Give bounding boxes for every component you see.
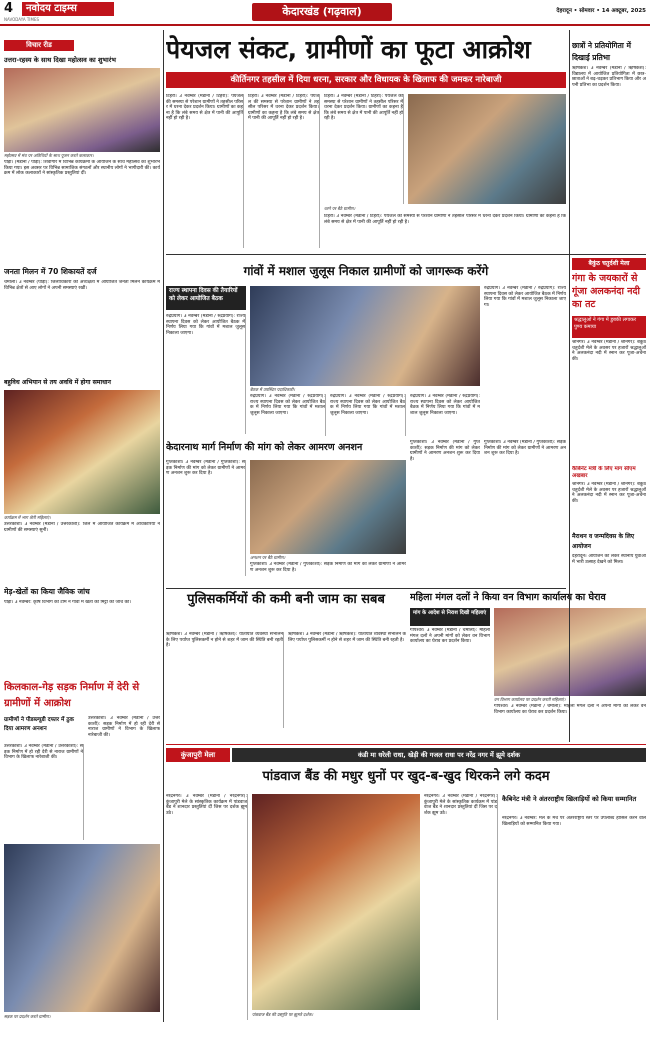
main-headline-text: पेयजल संकट, ग्रामीणों का फूटा आक्रोश [166,35,531,64]
ganga-box2-headline: मैराथन व जन्मदिवस के लिए आयोजन [572,533,635,550]
kunjapuri-headline: पांडवाज बैंड की मधुर धुनों पर खुद-ब-खुद थिरकने लगे कदम [262,769,550,784]
kunjapuri-caption: पांडवाज बैंड की प्रस्तुति पर झूमते दर्शक। [252,1012,314,1017]
torch-body-col3: रुद्रप्रयाग। 3 नवम्बर (मडाना / रुद्रप्रयाग): राज्य स्थापना दिवस को लेकर आयोजित बैठक में निर्णय लिया गया कि गांवों में मशाल जुलूस निकाला जाएगा। [330,394,406,436]
police-headline: पुलिसकर्मियों की कमी बनी जाम का सबब [187,592,385,607]
vichar-headline: उत्तरा-रहस्य के साथ दिखा महोत्सव का शुभारंभ [4,56,116,64]
vichar-body: पौड़ी। (मडाना / पौड़ी): शिवगिरि में विभिन्न कार्यक्रमों के आयोजन के साथ महोत्सव का शुभारंभ किया गया। इस अवसर पर विभिन्न सामाजिक संगठनों और स्थानीय लोगों ने भागीदारी की। कार्यक्रम में लोक कलाकारों ने सांस्कृतिक प्रस्तुतियां दीं। [4,160,160,177]
story3-caption: कार्यक्रम में भाग लेती महिलाएं। [4,515,51,520]
section-banner: केदारखंड (गढ़वाल) [252,3,392,21]
vichar-kicker: विचार रीड [4,40,74,51]
fast-photo [250,460,406,554]
forest-body-col1: गोपेश्वर। 3 नवम्बर (मडाना / चमोली): महिला मंगल दलों ने अपनी मांगों को लेकर वन विभाग कार्यालय का घेराव कर प्रदर्शन किया। [410,628,490,645]
kunjapuri-side-body: नरेंद्रनगर। 3 नवम्बर: मेले के मंच पर अंतरराष्ट्रीय स्तर पर उपलब्धि हासिल करने वाले खिलाड़ियों को सम्मानित किया गया। [502,816,646,827]
forest-headline: महिला मंगल दलों ने किया वन विभाग कार्यालय का घेराव [410,592,606,603]
right-top-headline: छात्रों ने प्रतियोगिता में दिखाई प्रतिभा [572,41,631,62]
road-headline: किलकाल-गेड़ सड़क निर्माण में देरी से ग्रामीणों में आक्रोश [4,682,140,709]
vichar-photo [4,68,160,152]
road-kicker: ग्रामीणों ने पीडब्ल्यूडी दफ्तर में ठुक दिया आमरण अनशन [4,717,74,732]
torch-body-col1: रुद्रप्रयाग। 3 नवम्बर (मडाना / रुद्रप्रयाग): राज्य स्थापना दिवस को लेकर आयोजित बैठक में निर्णय लिया गया कि गांवों में मशाल जुलूस निकाला जाएगा। [166,314,246,434]
main-photo [408,94,566,204]
right-top-body: ऋषिकेश। 3 नवम्बर (मडाना / ऋषिकेश): विद्यालय में आयोजित प्रतियोगिता में छात्र-छात्राओं ने बढ़-चढ़कर प्रतिभाग किया और अपनी प्रतिभा का प्रदर्शन किया। [572,66,646,88]
torch-kicker: राज्य स्थापना दिवस की तैयारियों को लेकर आयोजित बैठक [166,286,246,310]
main-body-col2: टिहरी। 3 नवम्बर (मडाना / टिहरी): पेयजल की समस्या से परेशान ग्रामीणों ने तहसील परिसर में धरना देकर प्रदर्शन किया। ग्रामीणों का कहना है कि लंबे समय से क्षेत्र में पानी की आपूर्ति नहीं हो रही है। [248,94,320,248]
fast-body-col2: गुप्तकाशी। 3 नवम्बर (मडाना / गुप्तकाशी): सड़क निर्माण की मांग को लेकर ग्रामीणों ने आमरण अनशन शुरू कर दिया है। [250,562,406,573]
fast-headline: केदारनाथ मार्ग निर्माण की मांग को लेकर आमरण अनशन [166,442,363,453]
road-photo [4,844,160,1012]
road-body-col1: उत्तरकाशी। 3 नवम्बर (मडाना / उत्तरकाशी): सड़क निर्माण में हो रही देरी से नाराज ग्रामीणों ने विभाग के खिलाफ नारेबाजी की। [4,744,84,840]
ration-body: पौड़ी। 3 नवम्बर: कृषि विभाग की टीम ने गांवों में खेतों की मिट्टी की जांच की। [4,600,131,605]
ration-headline: मेड़-खेतों का किया जैविक जांच [4,587,90,596]
police-body-col2: ऋषिकेश। 3 नवम्बर (मडाना / ऋषिकेश): यातायात व्यवस्था संभालने के लिए पर्याप्त पुलिसकर्मी न होने से शहर में जाम की स्थिति बनी रहती है। [288,632,406,643]
row-rule-1 [166,254,646,255]
story2-body: चमोली। 3 नवम्बर (पौड़ी): जिलाधिकारी की अध्यक्षता में आयोजित जनता मिलन कार्यक्रम में विभिन्न क्षेत्रों से आए लोगों ने अपनी समस्याएं रखीं। [4,280,160,291]
dateline: देहरादून • सोमवार • 14 अक्टूबर, 2025 [556,8,646,14]
column-rule-right [569,30,570,742]
ganga-box2-body: देहरादून। आयोजन को लेकर स्थानीय युवाओं में भारी उत्साह देखने को मिला। [572,554,646,565]
main-headline [166,30,566,70]
kunjapuri-ribbon: कंडी मा धरेली राधा, खेड़ी की गजल राधा पर नरेंद्र नगर में झूमे दर्शक [232,748,646,762]
kunjapuri-body-col2: नरेंद्रनगर। 3 नवम्बर (मडाना / नरेंद्रनगर): कुंजापुरी मेले के सांस्कृतिक कार्यक्रम में पांडवाज बैंड ने शानदार प्रस्तुतियां दीं जिस पर दर्शक झूम उठे। [424,794,498,1020]
page-number: 4 [4,2,14,16]
road-caption: सड़क पर प्रदर्शन करते ग्रामीण। [4,1014,51,1019]
road-body-col2: उत्तरकाशी। 3 नवम्बर (मडाना / उत्तरकाशी): सड़क निर्माण में हो रही देरी से नाराज ग्रामीणों ने विभाग के खिलाफ नारेबाजी की। [88,716,160,738]
forest-caption: वन विभाग कार्यालय पर प्रदर्शन करती महिलाएं। [494,697,566,702]
story3-photo [4,390,160,514]
torch-caption: बैठक में उपस्थित पदाधिकारी। [250,387,295,392]
column-rule-left [163,30,164,1022]
main-caption: धरने पर बैठे ग्रामीण। [324,206,356,211]
story3-body: उत्तरकाशी। 3 नवम्बर (मडाना / उत्तरकाशी): जिले में आयोजित कार्यक्रम में अधिकारियों ने ग्रामीणों की समस्याएं सुनीं। [4,522,160,533]
ganga-subkicker: श्रद्धालुओं ने गंगा में डुबकी लगाकर पुण्य कमाया [572,316,646,338]
masthead-rule [0,24,650,26]
kunjapuri-body-col1: नरेंद्रनगर। 3 नवम्बर (मडाना / नरेंद्रनगर): कुंजापुरी मेले के सांस्कृतिक कार्यक्रम में पांडवाज बैंड ने शानदार प्रस्तुतियां दीं जिस पर दर्शक झूम उठे। [166,794,248,1020]
forest-photo [494,608,646,696]
torch-body-col4: रुद्रप्रयाग। 3 नवम्बर (मडाना / रुद्रप्रयाग): राज्य स्थापना दिवस को लेकर आयोजित बैठक में निर्णय लिया गया कि गांवों में मशाल जुलूस निकाला जाएगा। [410,394,480,416]
kunjapuri-kicker: कुंजापुरी मेला [166,748,230,762]
fast-caption: अनशन पर बैठे ग्रामीण। [250,555,286,560]
torch-headline: गांवों में मशाल जुलूस निकाल ग्रामीणों को जागरूक करेंगे [243,264,489,278]
story2-headline: जनता मिलन में 70 शिकायतें दर्ज [4,267,97,276]
main-body-col1: टिहरी। 3 नवम्बर (मडाना / टिहरी): पेयजल की समस्या से परेशान ग्रामीणों ने तहसील परिसर में धरना देकर प्रदर्शन किया। ग्रामीणों का कहना है कि लंबे समय से क्षेत्र में पानी की आपूर्ति नहीं हो रही है। [166,94,244,248]
forest-kicker: मांग के आदेश से निराश दिखी महिलाएं [410,608,490,626]
page-tag: NAVODAYA TIMES [4,17,40,22]
vichar-caption: महोत्सव में मंच पर अतिथियों के साथ पूजन करते कलाकार। [4,153,94,158]
ganga-box-body: श्रीनगर। 3 नवम्बर (मडाना / श्रीनगर): बैकुंठ चतुर्दशी मेले के अवसर पर हजारों श्रद्धालुओं ने अलकनंदा नदी में स्नान कर पूजा-अर्चना की। [572,482,646,504]
paper-name: नवोदय टाइम्स [22,2,114,16]
torch-body-col2: रुद्रप्रयाग। 3 नवम्बर (मडाना / रुद्रप्रयाग): राज्य स्थापना दिवस को लेकर आयोजित बैठक में निर्णय लिया गया कि गांवों में मशाल जुलूस निकाला जाएगा। [250,394,326,436]
ganga-headline: गंगा के जयकारों से गूंजा अलकनंदा नदी का तट [572,273,641,310]
torch-body-col5: रुद्रप्रयाग। 3 नवम्बर (मडाना / रुद्रप्रयाग): राज्य स्थापना दिवस को लेकर आयोजित बैठक में निर्णय लिया गया कि गांवों में मशाल जुलूस निकाला जाएगा। [484,286,566,308]
fast-body-col1: गुप्तकाशी। 3 नवम्बर (मडाना / गुप्तकाशी): सड़क निर्माण की मांग को लेकर ग्रामीणों ने आमरण अनशन शुरू कर दिया है। [166,460,246,576]
main-subhead: कीर्तिनगर तहसील में दिया धरना, सरकार और विधायक के खिलाफ की जमकर नारेबाजी [166,72,566,88]
ganga-box-headline: कैबिनेट मंत्री के लिए मांग सीएम अखबार [572,466,636,479]
ganga-body: श्रीनगर। 3 नवम्बर (मडाना / श्रीनगर): बैकुंठ चतुर्दशी मेले के अवसर पर हजारों श्रद्धालुओं ने अलकनंदा नदी में स्नान कर पूजा-अर्चना की। [572,340,646,362]
story3-headline: बहुविध अभियान से तय अवधि में होगा समाधान [4,379,111,386]
kunjapuri-side-headline: कैबिनेट मंत्री ने अंतरराष्ट्रीय खिलाड़ियों को किया सम्मानित [502,795,637,803]
ganga-kicker: बैकुंठ चतुर्दशी मेला [572,258,646,270]
torch-photo [250,286,480,386]
fast-body-col4: गुप्तकाशी। 3 नवम्बर (मडाना / गुप्तकाशी): सड़क निर्माण की मांग को लेकर ग्रामीणों ने आमरण अनशन शुरू कर दिया है। [484,440,566,457]
row-rule-3 [166,744,646,745]
main-body-col3: टिहरी। 3 नवम्बर (मडाना / टिहरी): पेयजल की समस्या से परेशान ग्रामीणों ने तहसील परिसर में धरना देकर प्रदर्शन किया। ग्रामीणों का कहना है कि लंबे समय से क्षेत्र में पानी की आपूर्ति नहीं हो रही है। [324,94,404,204]
forest-body-col2: गोपेश्वर। 3 नवम्बर (मडाना / चमोली): महिला मंगल दलों ने अपनी मांगों को लेकर वन विभाग कार्यालय का घेराव कर प्रदर्शन किया। [494,704,646,715]
row-rule-2 [166,588,566,589]
police-body-col1: ऋषिकेश। 3 नवम्बर (मडाना / ऋषिकेश): यातायात व्यवस्था संभालने के लिए पर्याप्त पुलिसकर्मी न होने से शहर में जाम की स्थिति बनी रहती है। [166,632,284,728]
main-body-tail: टिहरी। 3 नवम्बर (मडाना / टिहरी): पेयजल की समस्या से परेशान ग्रामीणों ने तहसील परिसर में धरना देकर प्रदर्शन किया। ग्रामीणों का कहना है कि लंबे समय से क्षेत्र में पानी की आपूर्ति नहीं हो रही है। [324,214,566,225]
kunjapuri-photo [252,794,420,1010]
fast-body-col3: गुप्तकाशी। 3 नवम्बर (मडाना / गुप्तकाशी): सड़क निर्माण की मांग को लेकर ग्रामीणों ने आमरण अनशन शुरू कर दिया है। [410,440,480,462]
